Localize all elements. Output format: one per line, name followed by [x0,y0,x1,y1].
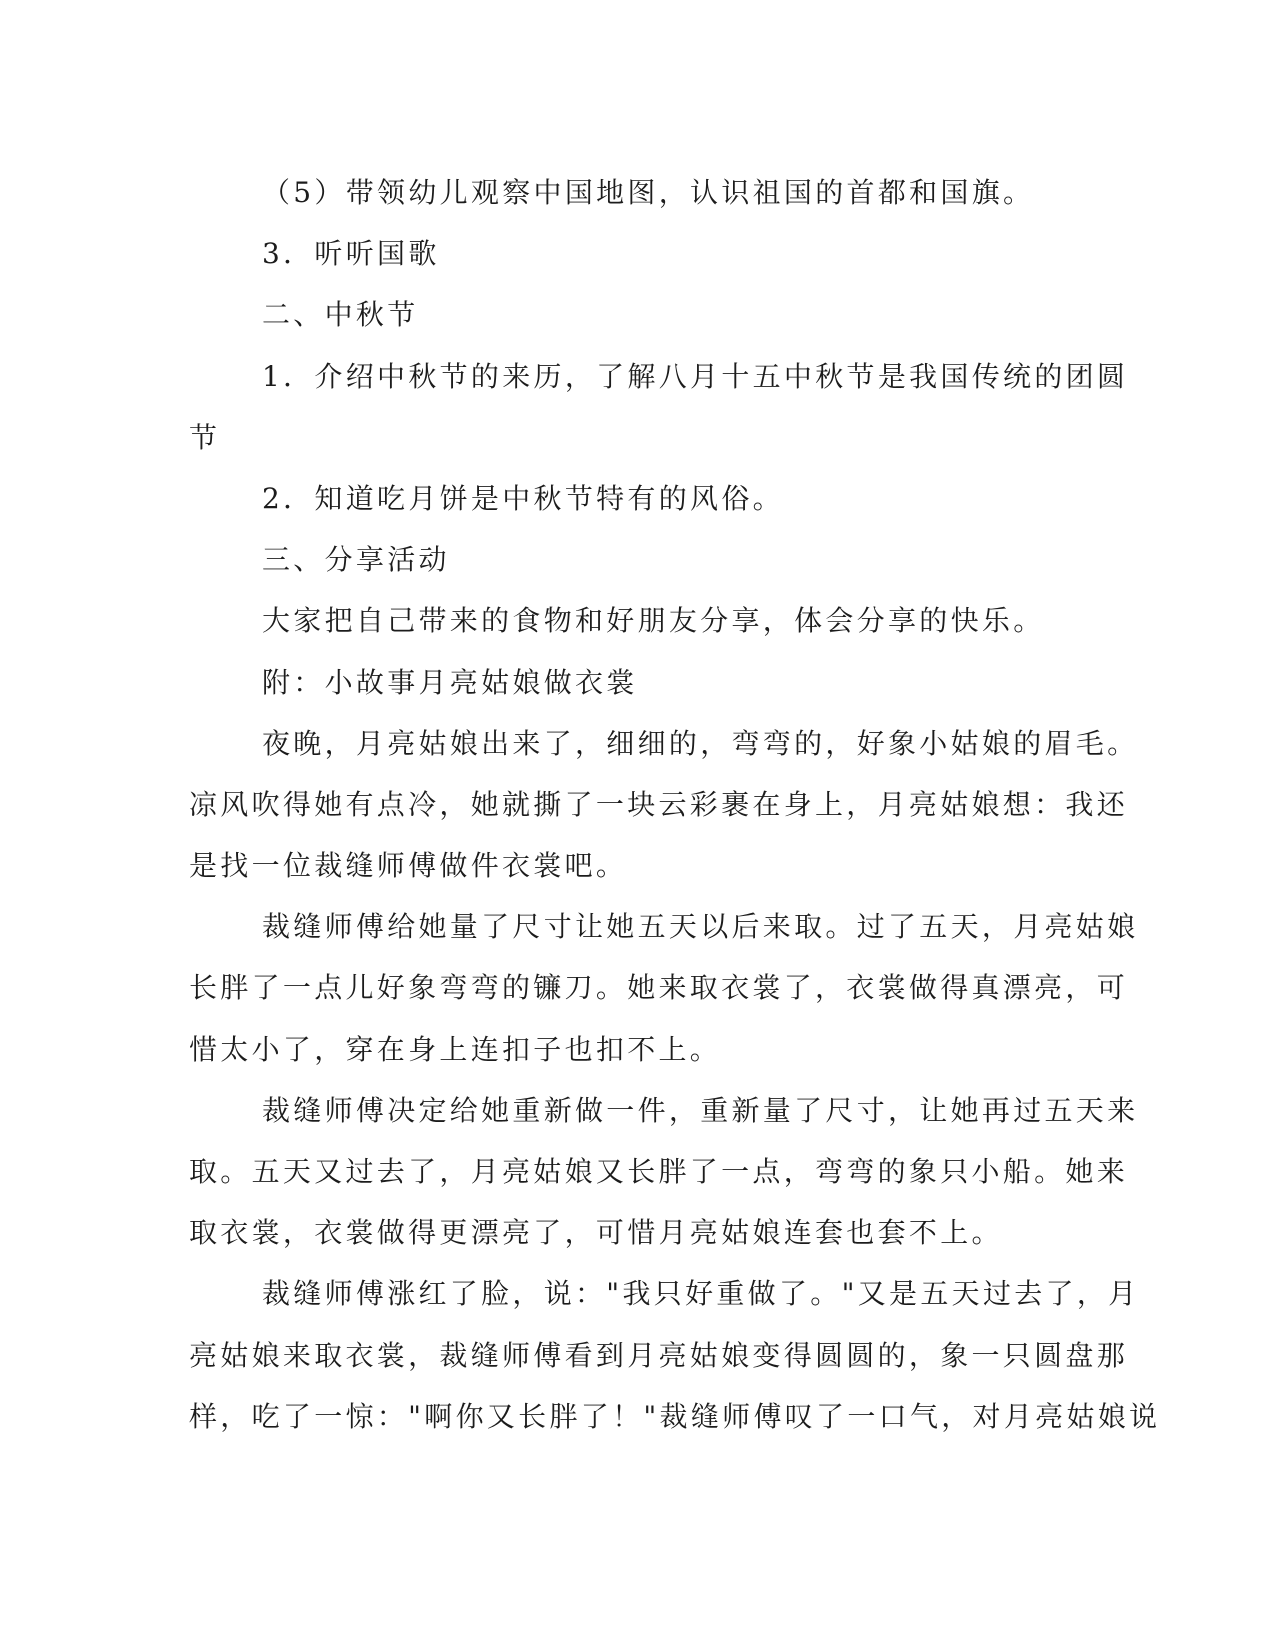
text-line-13: 裁缝师傅给她量了尺寸让她五天以后来取。过了五天，月亮姑娘 [262,910,1139,944]
text-line-9: 附：小故事月亮姑娘做衣裳 [262,665,638,699]
text-line-20: 亮姑娘来取衣裳，裁缝师傅看到月亮姑娘变得圆圆的，象一只圆盘那 [189,1338,1129,1372]
text-line-4: 1．介绍中秋节的来历，了解八月十五中秋节是我国传统的团圆 [262,359,1129,393]
document-body [189,162,1161,1447]
text-line-15: 惜太小了，穿在身上连扣子也扣不上。 [189,1032,722,1066]
text-line-21: 样，吃了一惊："啊你又长胖了！"裁缝师傅叹了一口气，对月亮姑娘说 [189,1399,1161,1433]
text-line-1: （5）带领幼儿观察中国地图，认识祖国的首都和国旗。 [262,176,1035,209]
text-line-16: 裁缝师傅决定给她重新做一件，重新量了尺寸，让她再过五天来 [262,1093,1139,1127]
text-line-12: 是找一位裁缝师傅做件衣裳吧。 [189,849,628,883]
text-line-2: 3．听听国歌 [262,237,440,271]
text-line-3: 二、中秋节 [262,298,419,332]
text-line-17: 取。五天又过去了，月亮姑娘又长胖了一点，弯弯的象只小船。她来 [189,1155,1129,1188]
text-line-6: 2．知道吃月饼是中秋节特有的风俗。 [262,481,784,515]
text-line-18: 取衣裳，衣裳做得更漂亮了，可惜月亮姑娘连套也套不上。 [189,1216,1003,1250]
text-line-5: 节 [189,420,221,454]
text-line-8: 大家把自己带来的食物和好朋友分享，体会分享的快乐。 [262,604,1045,638]
text-line-11: 凉风吹得她有点冷，她就撕了一块云彩裹在身上，月亮姑娘想：我还 [189,787,1129,821]
text-line-7: 三、分享活动 [262,543,450,577]
text-line-19: 裁缝师傅涨红了脸，说："我只好重做了。"又是五天过去了，月 [262,1277,1140,1311]
text-line-14: 长胖了一点儿好象弯弯的镰刀。她来取衣裳了，衣裳做得真漂亮，可 [189,971,1129,1005]
text-line-10: 夜晚，月亮姑娘出来了，细细的，弯弯的，好象小姑娘的眉毛。 [262,726,1139,760]
